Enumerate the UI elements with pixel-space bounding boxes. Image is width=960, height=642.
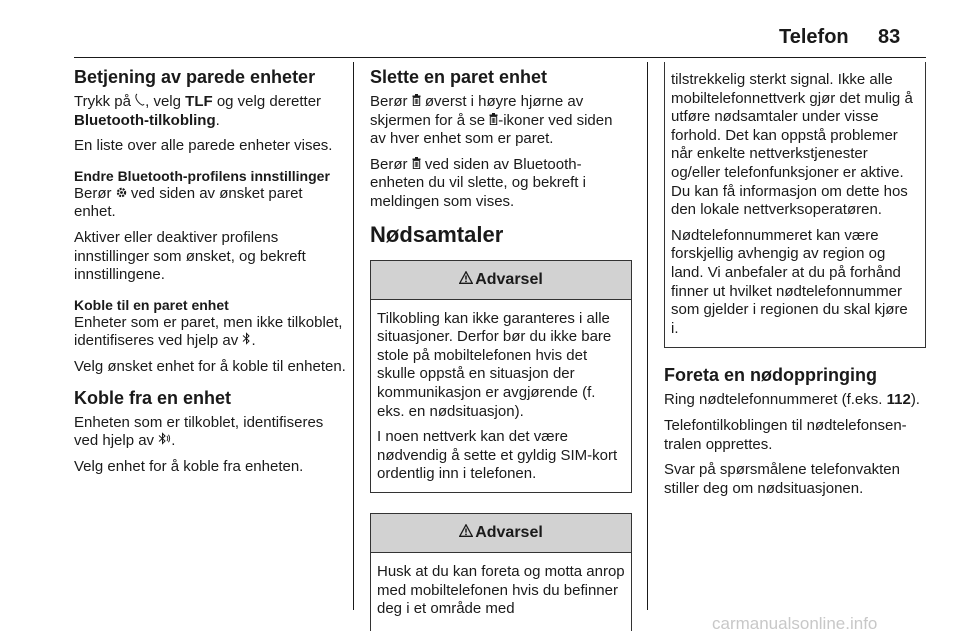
- warning-box-continuation: [664, 62, 926, 348]
- paragraph: Tilkobling kan ikke garanteres i alle situasjoner. Derfor bør du ikke bare stole på mobiltelefonen hvis det skulle oppstå en situasjon der kommunikasjon er avgjørende (f. eks. en nødsituasjon).: [377, 309, 612, 420]
- paragraph: Svar på spørsmålene telefonvakten stiller deg om nødsituasjonen.: [664, 461, 900, 497]
- section-title-disconnect: Koble fra en enhet: [74, 387, 232, 408]
- page-number: 83: [878, 26, 901, 48]
- subheading-edit-profile: Endre Bluetooth-profilens innstillinger: [74, 167, 330, 184]
- paragraph: Nødtelefonnummeret kan være forskjellig avhengig av region og land. Vi anbefaler at du på forhånd finner ut hvilket nødtelefonnummer som gjelder i regionen du skal kjøre i.: [671, 226, 908, 337]
- gear-icon: [116, 185, 127, 204]
- section-title-delete-device: Slette en paret enhet: [370, 67, 548, 87]
- warning-box: [370, 260, 632, 493]
- paragraph: Aktiver eller deaktiver profilens innstillinger som ønsket, og bekreft innstillingene.: [74, 228, 306, 284]
- warning-header: Advarsel: [371, 514, 631, 553]
- trash-icon: [489, 112, 498, 131]
- paragraph: En liste over alle parede enheter vises.: [74, 137, 333, 155]
- column-divider-1: [353, 62, 354, 610]
- paragraph: Enheter som er paret, men ikke tilkoblet, identifiseres ved hjelp av .: [74, 313, 343, 350]
- trash-icon: [412, 93, 421, 112]
- page-header-title: Telefon: [779, 26, 849, 48]
- section-title-paired-devices: Betjening av parede enheter: [74, 67, 316, 87]
- phone-icon: [135, 93, 145, 112]
- paragraph: Husk at du kan foreta og motta anrop med mobiltelefonen hvis du befinner deg i et område med: [377, 562, 625, 618]
- paragraph: tilstrekkelig sterkt signal. Ikke alle mobiltelefonnettverk gjør det mulig å utføre nødsamtaler under visse forhold. Det kan oppstå problemer når enkelte nettverkstjenester og/eller telefonfunksjoner er aktive. Du kan få informasjon om dette hos den lokale nettverksoperatøren.: [671, 71, 913, 219]
- warning-header: Advarsel: [371, 261, 631, 300]
- column-divider-2: [647, 62, 648, 610]
- paragraph: Trykk på , velg TLF og velg deretter Bluetooth-tilkobling.: [74, 93, 322, 129]
- section-title-make-emergency-call: Foreta en nødoppringing: [664, 365, 877, 386]
- watermark: carmanualsonline.info: [712, 614, 878, 633]
- header-rule: [74, 57, 926, 58]
- paragraph: Telefontilkoblingen til nødtelefonsentralen opprettes.: [664, 416, 907, 453]
- paragraph: Ring nødtelefonnummeret (f.eks. 112).: [664, 391, 920, 409]
- paragraph: Berør øverst i høyre hjørne av skjermen for å se -ikoner ved siden av hver enhet som er paret.: [370, 93, 613, 148]
- paragraph: Velg enhet for å koble fra enheten.: [74, 457, 304, 475]
- paragraph: Velg ønsket enhet for å koble til enheten.: [74, 357, 346, 375]
- paragraph: Berør ved siden av ønsket paret enhet.: [74, 184, 303, 221]
- paragraph: Enheten som er tilkoblet, identifiseres ved hjelp av .: [74, 413, 324, 450]
- column-2: [370, 66, 632, 631]
- paragraph: I noen nettverk kan det være nødvendig å sette et gyldig SIM-kort ordentlig inn i telefonen.: [377, 428, 618, 483]
- subheading-connect-device: Koble til en paret enhet: [74, 296, 229, 313]
- column-1: [74, 66, 346, 483]
- column-3: [664, 62, 926, 505]
- warning-icon: [459, 514, 473, 552]
- section-title-emergency-calls: Nødsamtaler: [370, 221, 504, 247]
- paragraph: Berør ved siden av Bluetooth-enheten du vil slette, og bekreft i meldingen som vises.: [370, 155, 586, 210]
- trash-icon: [412, 156, 421, 175]
- warning-icon: [459, 261, 473, 299]
- warning-box-continued: [370, 513, 632, 631]
- bluetooth-connected-icon: [158, 432, 171, 451]
- warning-body: [371, 553, 631, 627]
- warning-body: [371, 300, 631, 492]
